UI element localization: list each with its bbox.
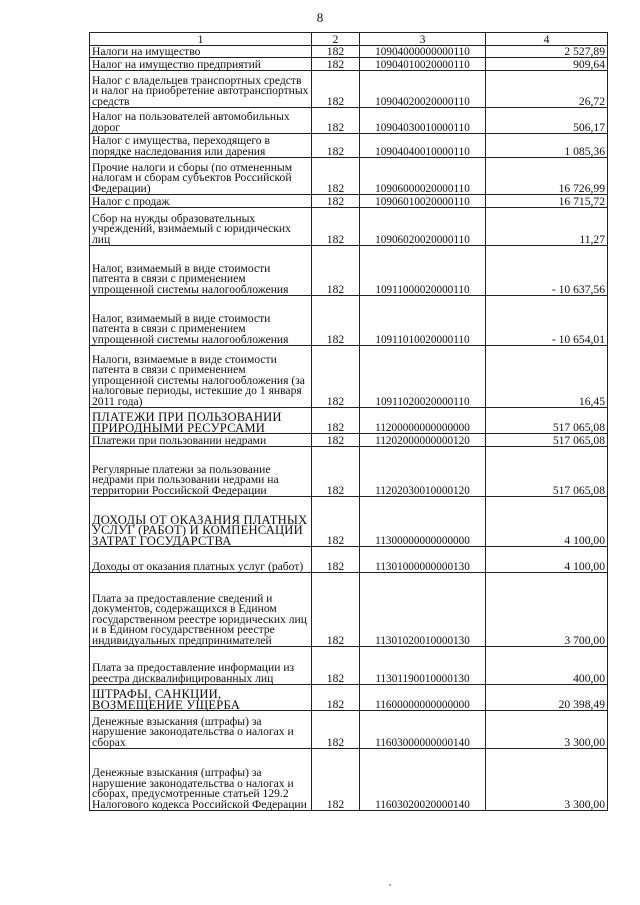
table-row <box>90 573 608 647</box>
table-row <box>90 296 608 346</box>
row-amount: 2 527,89 <box>486 46 608 58</box>
row-budget-code: 11301000000000130 <box>360 547 486 573</box>
row-name: ПЛАТЕЖИ ПРИ ПОЛЬЗОВАНИИ ПРИРОДНЫМИ РЕСУРСАМИ <box>90 408 312 434</box>
row-budget-code: 10906000020000110 <box>360 158 486 195</box>
row-amount: 400,00 <box>486 647 608 685</box>
row-budget-code: 11202000000000120 <box>360 434 486 447</box>
row-name: Налог, взимаемый в виде стоимости патента в связи с применением упрощенной системы налогообложения <box>90 246 312 296</box>
row-amount: 506,17 <box>486 108 608 134</box>
row-budget-code: 10904040010000110 <box>360 134 486 158</box>
table-row <box>90 434 608 447</box>
row-name: Налог с имущества, переходящего в порядке наследования или дарения <box>90 134 312 158</box>
row-budget-code: 10911010020000110 <box>360 296 486 346</box>
row-name: Регулярные платежи за пользование недрами при пользовании недрами на территории Российской Федерации <box>90 447 312 497</box>
row-amount: 3 700,00 <box>486 573 608 647</box>
row-amount: 26,72 <box>486 71 608 108</box>
row-admin-code: 182 <box>312 208 360 246</box>
table-row <box>90 408 608 434</box>
row-name: ДОХОДЫ ОТ ОКАЗАНИЯ ПЛАТНЫХ УСЛУГ (РАБОТ) И КОМПЕНСАЦИИ ЗАТРАТ ГОСУДАРСТВА <box>90 497 312 547</box>
table-body <box>90 46 608 811</box>
table-row <box>90 208 608 246</box>
row-name: Плата за предоставление сведений и документов, содержащихся в Едином государственном реестре юридических лиц и в Едином государственном реестре индивидуальных предпринимателей <box>90 573 312 647</box>
row-admin-code: 182 <box>312 158 360 195</box>
row-amount: 517 065,08 <box>486 408 608 434</box>
row-admin-code: 182 <box>312 134 360 158</box>
row-name: Налоги, взимаемые в виде стоимости патента в связи с применением упрощенной системы налогообложения (за налоговые периоды, истекшие до 1 января 2011 года) <box>90 346 312 408</box>
table-row <box>90 685 608 711</box>
row-budget-code: 11603020020000140 <box>360 749 486 811</box>
row-amount: 4 100,00 <box>486 547 608 573</box>
row-admin-code: 182 <box>312 547 360 573</box>
row-admin-code: 182 <box>312 749 360 811</box>
row-budget-code: 10906010020000110 <box>360 195 486 208</box>
row-amount: 517 065,08 <box>486 434 608 447</box>
row-name: Налог на пользователей автомобильных дорог <box>90 108 312 134</box>
table-row <box>90 547 608 573</box>
row-name: Налог с владельцев транспортных средств и налог на приобретение автотранспортных средств <box>90 71 312 108</box>
table-row <box>90 346 608 408</box>
row-name: ШТРАФЫ, САНКЦИИ, ВОЗМЕЩЕНИЕ УЩЕРБА <box>90 685 312 711</box>
row-amount: - 10 654,01 <box>486 296 608 346</box>
table-row <box>90 108 608 134</box>
row-name: Налоги на имущество <box>90 46 312 58</box>
row-name: Денежные взыскания (штрафы) за нарушение законодательства о налогах и сборах <box>90 711 312 749</box>
row-amount: 3 300,00 <box>486 711 608 749</box>
row-admin-code: 182 <box>312 573 360 647</box>
row-amount: 1 085,36 <box>486 134 608 158</box>
table-row <box>90 46 608 58</box>
header-col-1: 1 <box>90 33 312 46</box>
header-col-3: 3 <box>360 33 486 46</box>
row-amount: - 10 637,56 <box>486 246 608 296</box>
table-row <box>90 497 608 547</box>
table-row <box>90 134 608 158</box>
row-admin-code: 182 <box>312 434 360 447</box>
table-row <box>90 749 608 811</box>
row-name: Денежные взыскания (штрафы) за нарушение законодательства о налогах и сборах, предусмотренные статьей 129.2 Налогового кодекса Российской Федерации <box>90 749 312 811</box>
row-admin-code: 182 <box>312 46 360 58</box>
row-budget-code: 10904020020000110 <box>360 71 486 108</box>
table-row <box>90 158 608 195</box>
scan-speck <box>389 884 391 886</box>
table-row <box>90 195 608 208</box>
row-budget-code: 11200000000000000 <box>360 408 486 434</box>
row-budget-code: 10906020020000110 <box>360 208 486 246</box>
row-admin-code: 182 <box>312 647 360 685</box>
row-admin-code: 182 <box>312 408 360 434</box>
row-name: Налог на имущество предприятий <box>90 58 312 71</box>
row-budget-code: 11301190010000130 <box>360 647 486 685</box>
row-admin-code: 182 <box>312 685 360 711</box>
row-budget-code: 10904000000000110 <box>360 46 486 58</box>
row-budget-code: 10911000020000110 <box>360 246 486 296</box>
row-admin-code: 182 <box>312 497 360 547</box>
row-amount: 11,27 <box>486 208 608 246</box>
row-budget-code: 10911020020000110 <box>360 346 486 408</box>
row-admin-code: 182 <box>312 71 360 108</box>
row-name: Доходы от оказания платных услуг (работ) <box>90 547 312 573</box>
row-amount: 20 398,49 <box>486 685 608 711</box>
row-amount: 3 300,00 <box>486 749 608 811</box>
row-name: Сбор на нужды образовательных учреждений, взимаемый с юридических лиц <box>90 208 312 246</box>
row-admin-code: 182 <box>312 346 360 408</box>
table-row <box>90 711 608 749</box>
row-budget-code: 11600000000000000 <box>360 685 486 711</box>
row-budget-code: 10904030010000110 <box>360 108 486 134</box>
table-row <box>90 447 608 497</box>
row-budget-code: 11202030010000120 <box>360 447 486 497</box>
header-row <box>90 33 608 46</box>
row-amount: 16 726,99 <box>486 158 608 195</box>
row-name: Налог с продаж <box>90 195 312 208</box>
row-name: Прочие налоги и сборы (по отмененным налогам и сборам субъектов Российской Федерации) <box>90 158 312 195</box>
row-name: Плата за предоставление информации из реестра дисквалифицированных лиц <box>90 647 312 685</box>
row-amount: 517 065,08 <box>486 447 608 497</box>
row-budget-code: 11300000000000000 <box>360 497 486 547</box>
row-admin-code: 182 <box>312 296 360 346</box>
table-header <box>90 33 608 46</box>
table-row <box>90 58 608 71</box>
header-col-4: 4 <box>486 33 608 46</box>
row-admin-code: 182 <box>312 447 360 497</box>
row-admin-code: 182 <box>312 58 360 71</box>
revenue-table <box>89 32 608 811</box>
row-budget-code: 10904010020000110 <box>360 58 486 71</box>
row-admin-code: 182 <box>312 108 360 134</box>
header-col-2: 2 <box>312 33 360 46</box>
row-amount: 16 715,72 <box>486 195 608 208</box>
row-name: Платежи при пользовании недрами <box>90 434 312 447</box>
row-amount: 16,45 <box>486 346 608 408</box>
row-budget-code: 11603000000000140 <box>360 711 486 749</box>
row-amount: 4 100,00 <box>486 497 608 547</box>
row-admin-code: 182 <box>312 711 360 749</box>
table-row <box>90 647 608 685</box>
row-amount: 909,64 <box>486 58 608 71</box>
row-admin-code: 182 <box>312 195 360 208</box>
table-row <box>90 246 608 296</box>
table-row <box>90 71 608 108</box>
row-name: Налог, взимаемый в виде стоимости патента в связи с применением упрощенной системы налогообложения <box>90 296 312 346</box>
row-budget-code: 11301020010000130 <box>360 573 486 647</box>
row-admin-code: 182 <box>312 246 360 296</box>
page-number: 8 <box>316 10 324 25</box>
